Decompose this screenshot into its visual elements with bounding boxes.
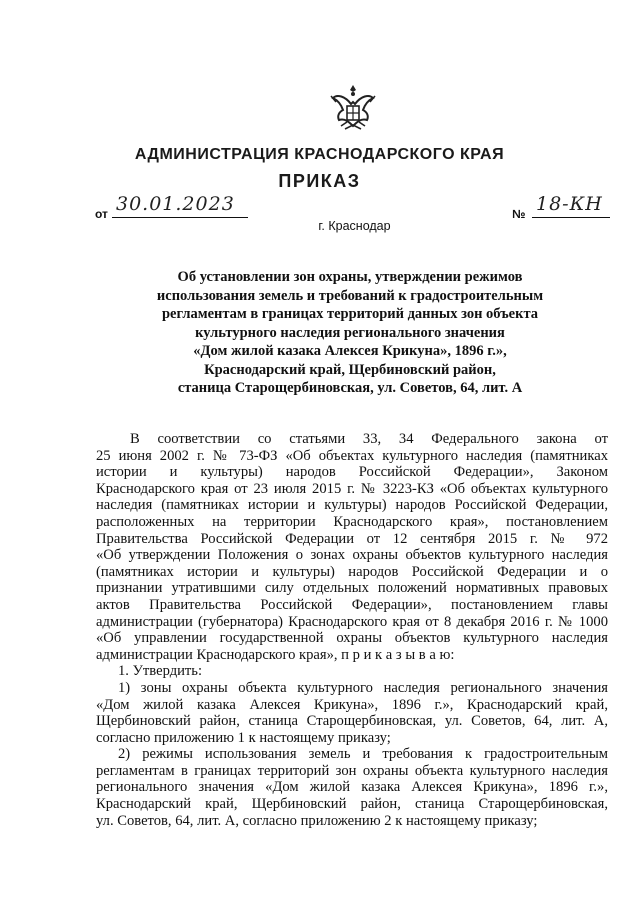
- order-body: [96, 431, 608, 829]
- body-line: 25 июня 2002 г. № 73-ФЗ «Об объектах культурного наследия (памятниках: [96, 447, 608, 464]
- body-line: расположенных на территории Краснодарского края», постановлением: [96, 513, 608, 530]
- number-label: №: [512, 207, 526, 221]
- title-line: Об установлении зон охраны, утверждении режимов: [177, 269, 523, 285]
- coat-of-arms-emblem: [327, 82, 379, 134]
- handwritten-date: 30.01.2023: [116, 193, 235, 215]
- number-underline: [532, 217, 610, 218]
- body-line: «Об управлении государственной охраны объектов культурного наследия: [96, 630, 608, 647]
- title-line: культурного наследия регионального значения: [195, 324, 505, 341]
- body-line: Щербиновский район, станица Старощербиновская, ул. Советов, 64, лит. А,: [96, 713, 608, 730]
- body-line: актов Правительства Российской Федерации», постановлением главы: [96, 596, 608, 613]
- body-line: согласно приложению 1 к настоящему приказу;: [96, 729, 391, 746]
- body-line: признании утратившими силу отдельных положений нормативных правовых: [96, 580, 608, 597]
- body-line: администрации Краснодарского края», п р и к а з ы в а ю:: [96, 646, 455, 663]
- body-line: наследия (памятниках истории и культуры) народов Российской Федерации,: [96, 497, 608, 514]
- document-type: ПРИКАЗ: [278, 171, 361, 191]
- body-line: Краснодарский край, Щербиновский район, станица Старощербиновская,: [96, 796, 608, 813]
- date-underline: [112, 217, 248, 218]
- order-title: [140, 268, 560, 398]
- date-label: от: [95, 207, 108, 221]
- body-line: (памятниках истории и культуры) народов Российской Федерации и о: [96, 563, 608, 580]
- agency-name: АДМИНИСТРАЦИЯ КРАСНОДАРСКОГО КРАЯ: [134, 146, 505, 163]
- body-line: ул. Советов, 64, лит. А, согласно приложению 2 к настоящему приказу;: [96, 812, 538, 829]
- body-line: В соответствии со статьями 33, 34 Федерального закона от: [130, 431, 608, 447]
- title-line: использования земель и требований к градостроительным: [156, 287, 544, 304]
- body-line: истории и культуры) народов Российской Федерации», Законом: [96, 464, 608, 481]
- body-line: 2) режимы использования земель и требования к градостроительным: [118, 746, 608, 763]
- body-line: регионального значения «Дом жилой казака Алексея Крикуна», 1896 г.»,: [96, 779, 608, 796]
- body-line: 1) зоны охраны объекта культурного наследия регионального значения: [118, 679, 608, 696]
- title-line: «Дом жилой казака Алексея Крикуна», 1896 г.»,: [193, 343, 507, 359]
- title-line: регламентам в границах территорий данных зон объекта: [161, 306, 538, 322]
- body-line: «Дом жилой казака Алексея Крикуна», 1896 г.», Краснодарский край,: [96, 696, 608, 713]
- title-line: станица Старощербиновская, ул. Советов, 64, лит. А: [177, 380, 523, 396]
- city-line: г. Краснодар: [318, 219, 391, 233]
- body-line: администрации (губернатора) Краснодарского края от 8 декабря 2016 г. № 1000: [96, 613, 608, 630]
- body-line: регламентам в границах территорий зон охраны объекта культурного наследия: [96, 762, 608, 779]
- clause-heading: 1. Утвердить:: [118, 663, 203, 680]
- handwritten-number: 18-КН: [536, 193, 603, 215]
- title-line: Краснодарский край, Щербиновский район,: [204, 361, 496, 378]
- body-line: Краснодарского края от 23 июля 2015 г. № 3223-КЗ «Об объектах культурного: [96, 480, 608, 497]
- body-line: Правительства Российской Федерации от 12 сентября 2015 г. № 972: [96, 530, 608, 547]
- body-line: «Об утверждении Положения о зонах охраны объектов культурного наследия: [96, 547, 608, 564]
